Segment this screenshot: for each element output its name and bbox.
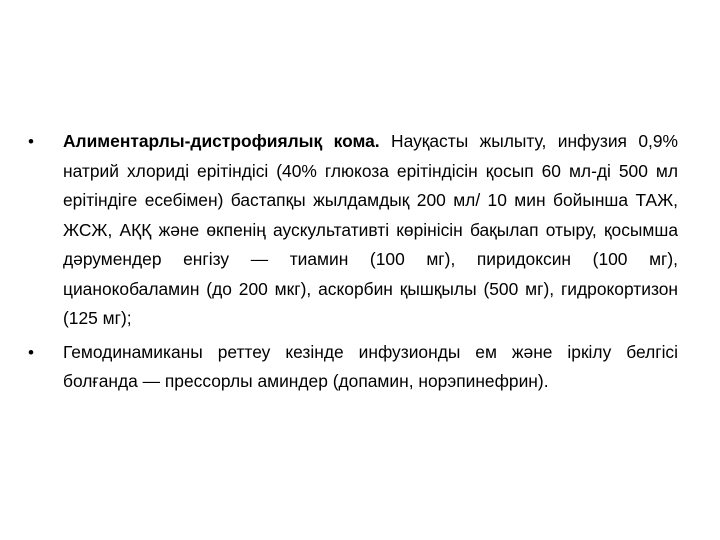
bullet-body-text: Науқасты жылыту, инфузия 0,9% натрий хлориді ерітіндісі (40% глюкоза ерітіндісін қосып 60 мл-ді 500 мл ерітіндіге есебімен) бастапқы жылдамдық 200 мл/ 10 мин бойынша ТАЖ, ЖСЖ, АҚҚ және өкпенің аускультативті көрінісін бақылап отыру, қосымша дәрумендер енгізу — тиамин (100 мг), пиридоксин (100 мг), цианокобаламин (до 200 мкг), аскорбин қышқылы (500 мг), гидрокортизон (125 мг); [63, 131, 678, 328]
bullet-lead-title: Алиментарлы-дистрофиялық кома. [63, 131, 380, 151]
bullet-icon: • [28, 342, 34, 362]
bullet-icon: • [28, 132, 34, 151]
bullet-item-alimentary-coma [28, 127, 678, 334]
bullet-item-hemodynamics [28, 338, 678, 397]
bullet-body-text: Гемодинамиканы реттеу кезінде инфузионды ем және іркілу белгісі болғанда — прессорлы аминдер (допамин, норэпинефрин). [63, 341, 678, 391]
bullet-list [28, 127, 678, 401]
